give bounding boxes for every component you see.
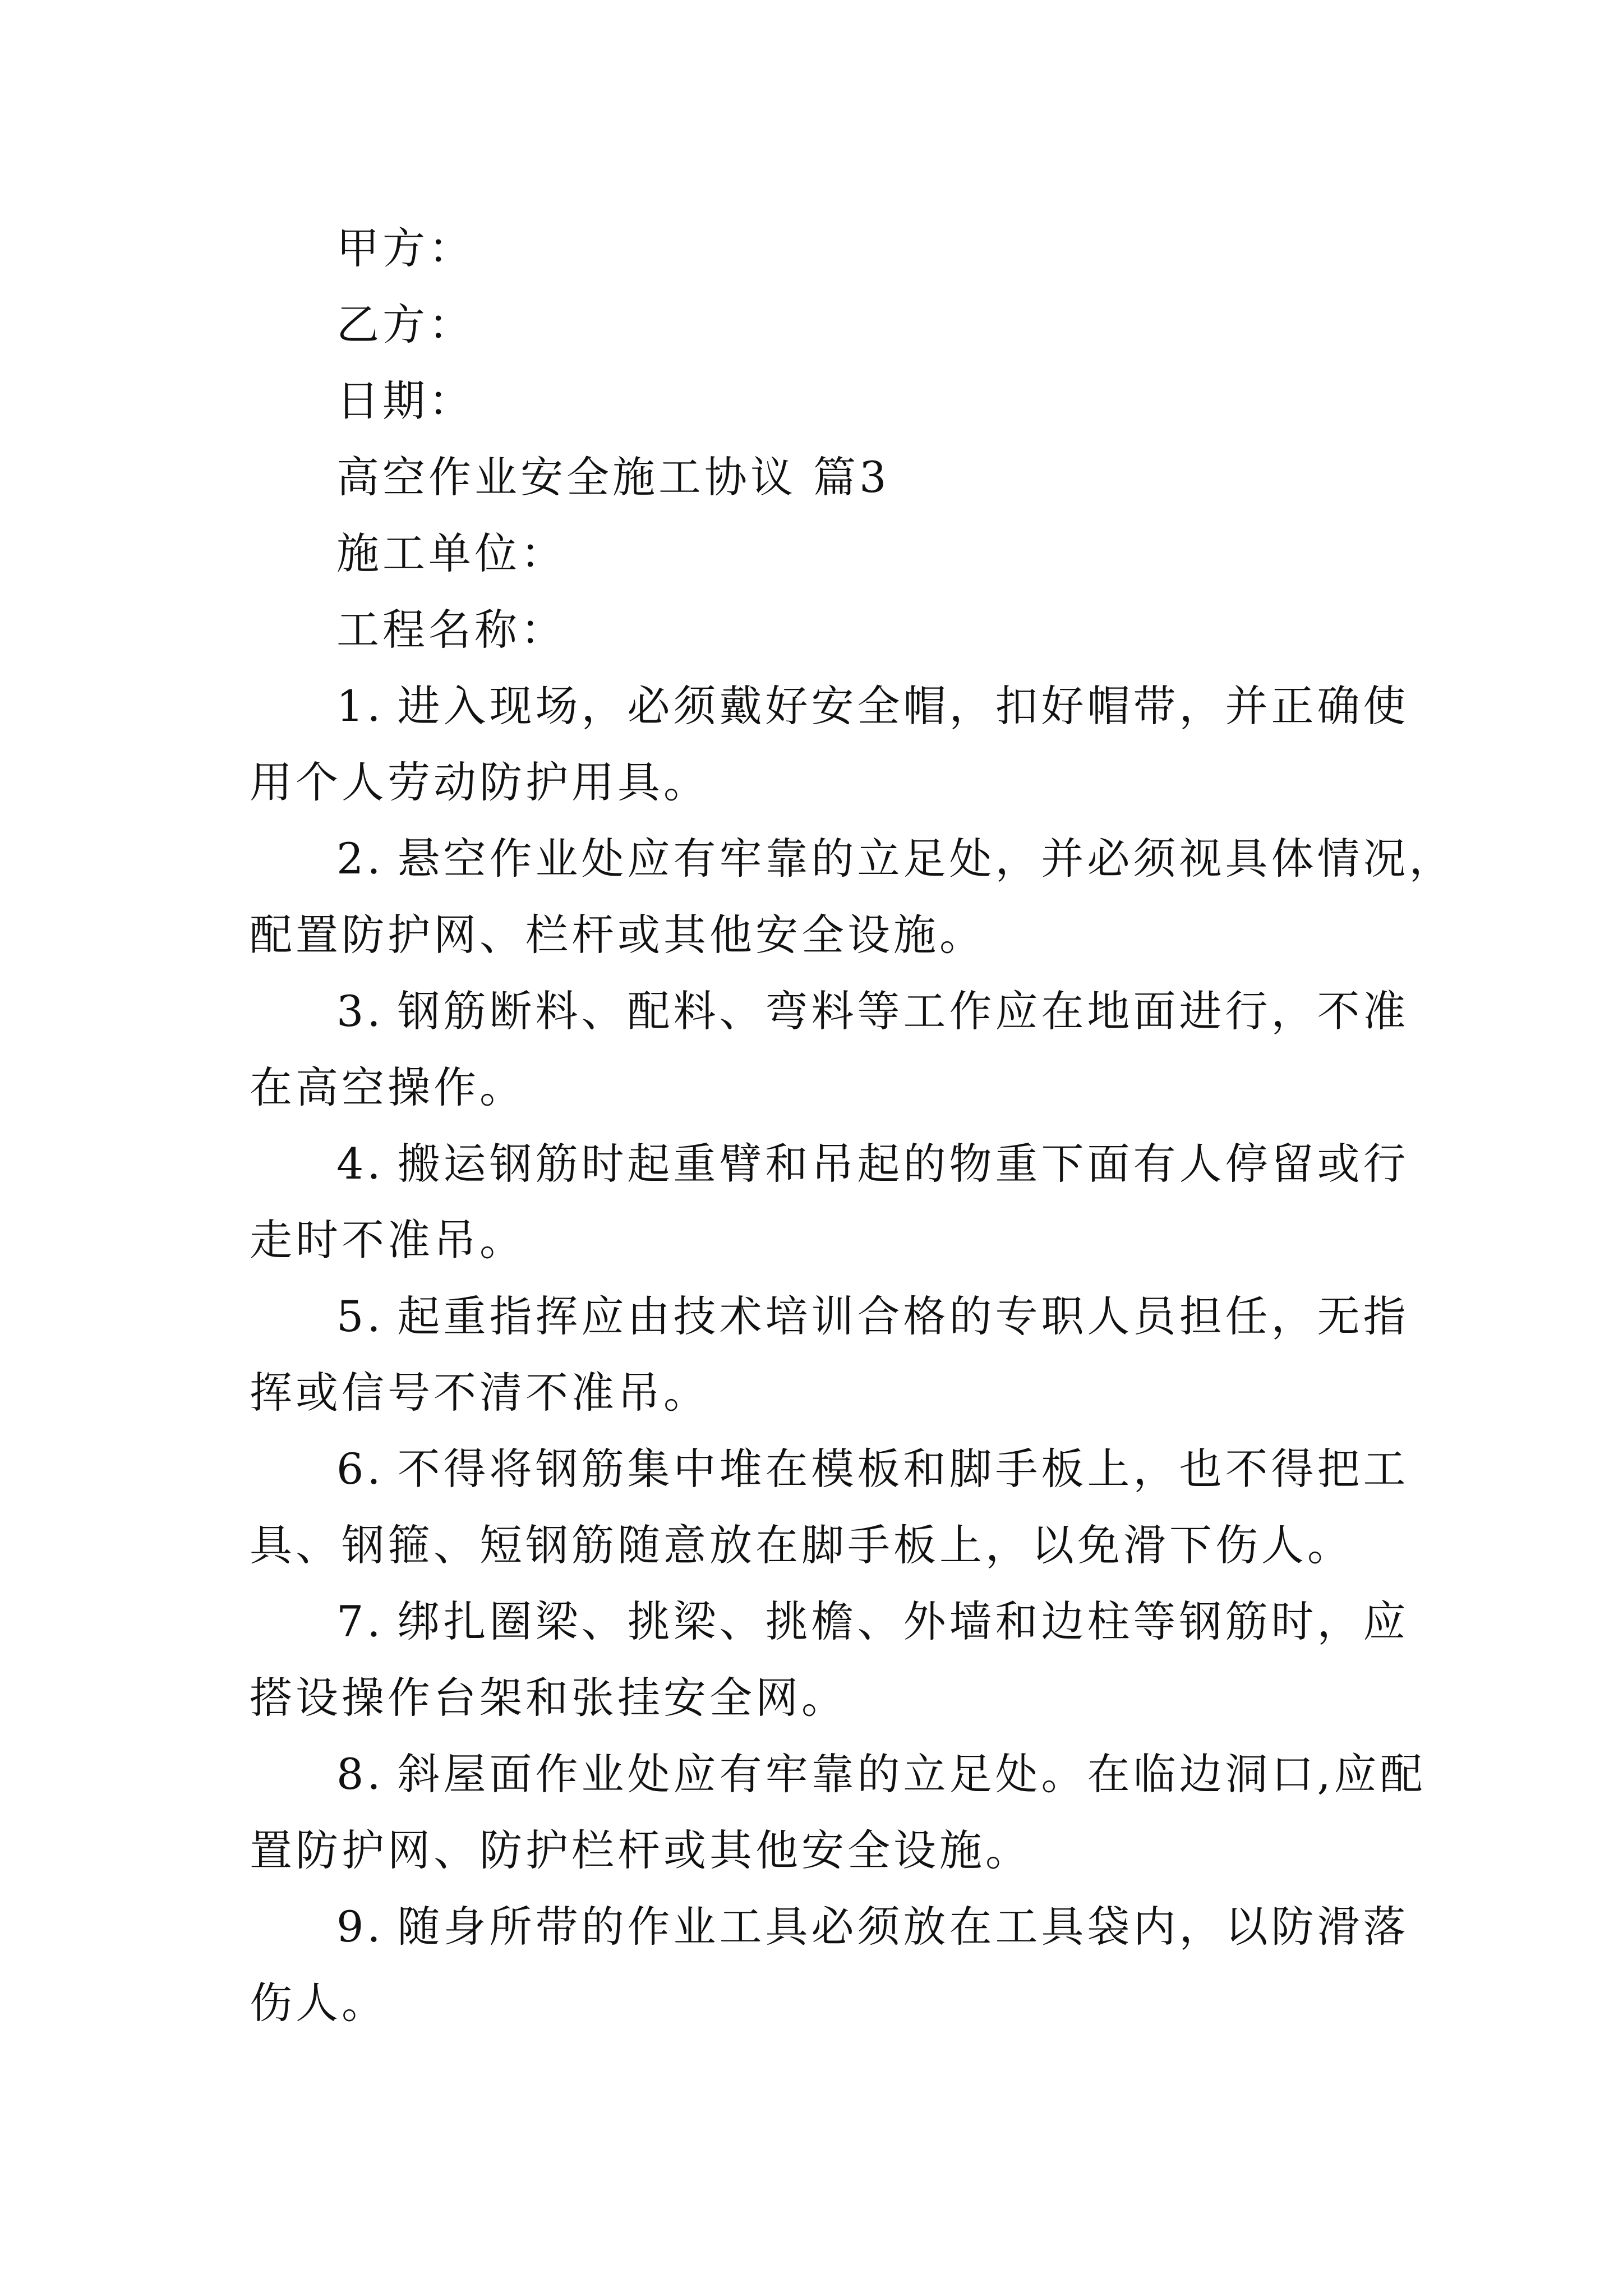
clause-item [250,1889,1409,2041]
clause-continuation: 走时不准吊。 [250,1215,525,1265]
clause-number: 8. [336,1749,384,1799]
clause-item [250,821,1455,973]
clause-text: 起重指挥应由技术培训合格的专职人员担任，无指 [397,1291,1409,1341]
clause-continuation: 搭设操作台架和张挂安全网。 [250,1673,847,1723]
party-b-field: 乙方： [336,300,474,349]
clause-number: 3. [336,986,384,1036]
clause-item [250,973,1409,1126]
clause-item [250,1431,1409,1584]
clause-text: 斜屋面作业处应有牢靠的立足处。在临边洞口,应配 [397,1749,1426,1799]
clause-text: 绑扎圈梁、挑梁、挑檐、外墙和边柱等钢筋时，应 [397,1596,1409,1646]
clause-text: 不得将钢筋集中堆在模板和脚手板上，也不得把工 [397,1444,1409,1494]
construction-unit-field: 施工单位： [336,528,566,578]
project-name-field: 工程名称： [336,605,566,655]
clause-list [250,668,1455,2041]
clause-item [250,668,1409,821]
clause-number: 7. [336,1596,384,1646]
clause-first-line [250,668,1409,744]
clause-first-line [250,973,1409,1050]
clause-text: 进入现场，必须戴好安全帽，扣好帽带，并正确使 [397,681,1409,731]
clause-item [250,1736,1426,1889]
clause-number: 5. [336,1291,384,1341]
clause-continuation: 在高空操作。 [250,1062,525,1112]
clause-first-line [250,1889,1409,1965]
clause-continuation: 置防护网、防护栏杆或其他安全设施。 [250,1825,1031,1875]
party-a-field: 甲方： [336,223,474,273]
clause-text: 随身所带的作业工具必须放在工具袋内，以防滑落 [397,1902,1409,1952]
clause-number: 6. [336,1444,384,1494]
clause-item [250,1126,1409,1278]
document-body [250,210,1455,2041]
clause-text: 钢筋断料、配料、弯料等工作应在地面进行，不准 [397,986,1409,1036]
section-title: 高空作业安全施工协议 篇3 [336,452,890,502]
clause-number: 4. [336,1139,384,1189]
clause-item [250,1584,1409,1736]
clause-first-line [250,1126,1409,1202]
clause-number: 2. [336,834,384,884]
clause-first-line [250,1584,1409,1660]
clause-continuation: 挥或信号不清不准吊。 [250,1368,709,1418]
clause-continuation: 用个人劳动防护用具。 [250,757,709,807]
clause-first-line [250,1431,1409,1507]
clause-number: 1. [336,681,384,731]
clause-first-line [250,1278,1409,1355]
clause-first-line [250,1736,1426,1812]
clause-continuation: 伤人。 [250,1978,388,2028]
clause-number: 9. [336,1902,384,1952]
clause-continuation: 具、钢箍、短钢筋随意放在脚手板上，以免滑下伤人。 [250,1520,1353,1570]
date-field: 日期： [336,376,474,426]
clause-text: 悬空作业处应有牢靠的立足处，并必须视具体情况， [397,834,1455,884]
clause-first-line [250,821,1455,897]
clause-continuation: 配置防护网、栏杆或其他安全设施。 [250,910,985,960]
clause-text: 搬运钢筋时起重臂和吊起的物重下面有人停留或行 [397,1139,1409,1189]
clause-item [250,1278,1409,1431]
